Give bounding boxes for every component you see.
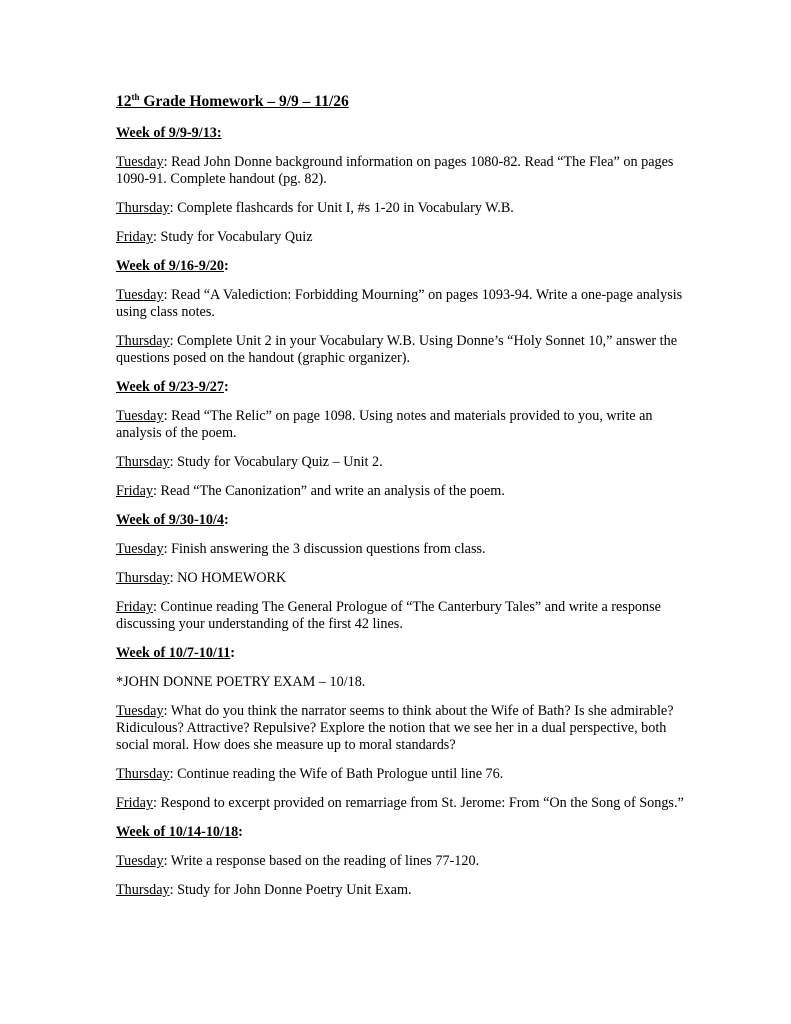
- homework-item: [116, 454, 691, 471]
- page-title: [116, 92, 691, 112]
- day-label: Thursday: [116, 200, 170, 216]
- homework-item: [116, 333, 691, 367]
- title-prefix: 12: [116, 93, 132, 110]
- homework-text: : Complete Unit 2 in your Vocabulary W.B. Using Donne’s “Holy Sonnet 10,” answer the questions posed on the handout (graphic organizer).: [116, 333, 678, 366]
- day-label: Tuesday: [116, 853, 164, 869]
- day-label: Friday: [116, 795, 154, 811]
- week-label: Week of 10/14-10/18: [116, 824, 239, 840]
- homework-item: [116, 795, 691, 812]
- week-heading: [116, 258, 691, 275]
- day-label: Tuesday: [116, 703, 164, 719]
- homework-item: [116, 853, 691, 870]
- day-label: Friday: [116, 229, 154, 245]
- homework-text: : NO HOMEWORK: [169, 570, 287, 586]
- homework-text: : Study for John Donne Poetry Unit Exam.: [169, 882, 412, 898]
- day-label: Tuesday: [116, 408, 164, 424]
- week-label: Week of 9/16-9/20: [116, 258, 224, 274]
- week-heading: [116, 379, 691, 396]
- homework-text: : Study for Vocabulary Quiz – Unit 2.: [169, 454, 383, 470]
- week-suffix: :: [223, 512, 229, 528]
- homework-text: : Continue reading The General Prologue of “The Canterbury Tales” and write a response discussing your understanding of the first 42 lines.: [116, 599, 661, 632]
- homework-text: : Read “The Relic” on page 1098. Using notes and materials provided to you, write an analysis of the poem.: [116, 408, 653, 441]
- homework-item: [116, 703, 691, 754]
- day-label: Tuesday: [116, 541, 164, 557]
- title-rest: Grade Homework – 9/9 – 11/26: [139, 93, 349, 110]
- week-heading: [116, 645, 691, 662]
- homework-text: : Read John Donne background information on pages 1080-82. Read “The Flea” on pages 1090-91. Complete handout (pg. 82).: [116, 154, 674, 187]
- homework-item: [116, 229, 691, 246]
- exam-notice: [116, 674, 691, 691]
- homework-text: : What do you think the narrator seems to think about the Wife of Bath? Is she admirable? Ridiculous? Attractive? Repulsive? Explore the notion that we see her in a dual perspective, both social moral. How does she measure up to moral standards?: [116, 703, 674, 753]
- day-label: Tuesday: [116, 154, 164, 170]
- homework-text: : Finish answering the 3 discussion questions from class.: [163, 541, 486, 557]
- week-heading: [116, 125, 691, 142]
- week-label: Week of 9/23-9/27: [116, 379, 224, 395]
- homework-item: [116, 200, 691, 217]
- title-superscript: th: [131, 92, 140, 102]
- day-label: Thursday: [116, 333, 170, 349]
- week-suffix: :: [223, 379, 229, 395]
- homework-item: [116, 882, 691, 899]
- homework-text: *JOHN DONNE POETRY EXAM – 10/18.: [116, 674, 366, 690]
- homework-text: : Write a response based on the reading of lines 77-120.: [163, 853, 480, 869]
- day-label: Thursday: [116, 570, 170, 586]
- day-label: Friday: [116, 599, 154, 615]
- day-label: Friday: [116, 483, 154, 499]
- homework-item: [116, 287, 691, 321]
- week-suffix: :: [223, 258, 229, 274]
- week-heading: [116, 824, 691, 841]
- week-suffix: :: [238, 824, 243, 840]
- day-label: Thursday: [116, 882, 170, 898]
- week-label: Week of 10/7-10/11: [116, 645, 231, 661]
- day-label: Thursday: [116, 766, 170, 782]
- day-label: Tuesday: [116, 287, 164, 303]
- homework-text: : Read “A Valediction: Forbidding Mourning” on pages 1093-94. Write a one-page analysis using class notes.: [116, 287, 683, 320]
- homework-text: : Complete flashcards for Unit I, #s 1-20 in Vocabulary W.B.: [169, 200, 514, 216]
- day-label: Thursday: [116, 454, 170, 470]
- homework-item: [116, 541, 691, 558]
- homework-text: : Respond to excerpt provided on remarriage from St. Jerome: From “On the Song of Songs.”: [153, 795, 684, 811]
- homework-text: : Study for Vocabulary Quiz: [153, 229, 313, 245]
- homework-item: [116, 570, 691, 587]
- week-suffix: :: [230, 645, 236, 661]
- homework-item: [116, 483, 691, 500]
- week-label: Week of 9/9-9/13:: [116, 125, 222, 141]
- week-label: Week of 9/30-10/4: [116, 512, 224, 528]
- week-heading: [116, 512, 691, 529]
- homework-item: [116, 154, 691, 188]
- homework-item: [116, 408, 691, 442]
- homework-item: [116, 766, 691, 783]
- homework-text: : Continue reading the Wife of Bath Prologue until line 76.: [169, 766, 504, 782]
- homework-item: [116, 599, 691, 633]
- homework-text: : Read “The Canonization” and write an analysis of the poem.: [153, 483, 505, 499]
